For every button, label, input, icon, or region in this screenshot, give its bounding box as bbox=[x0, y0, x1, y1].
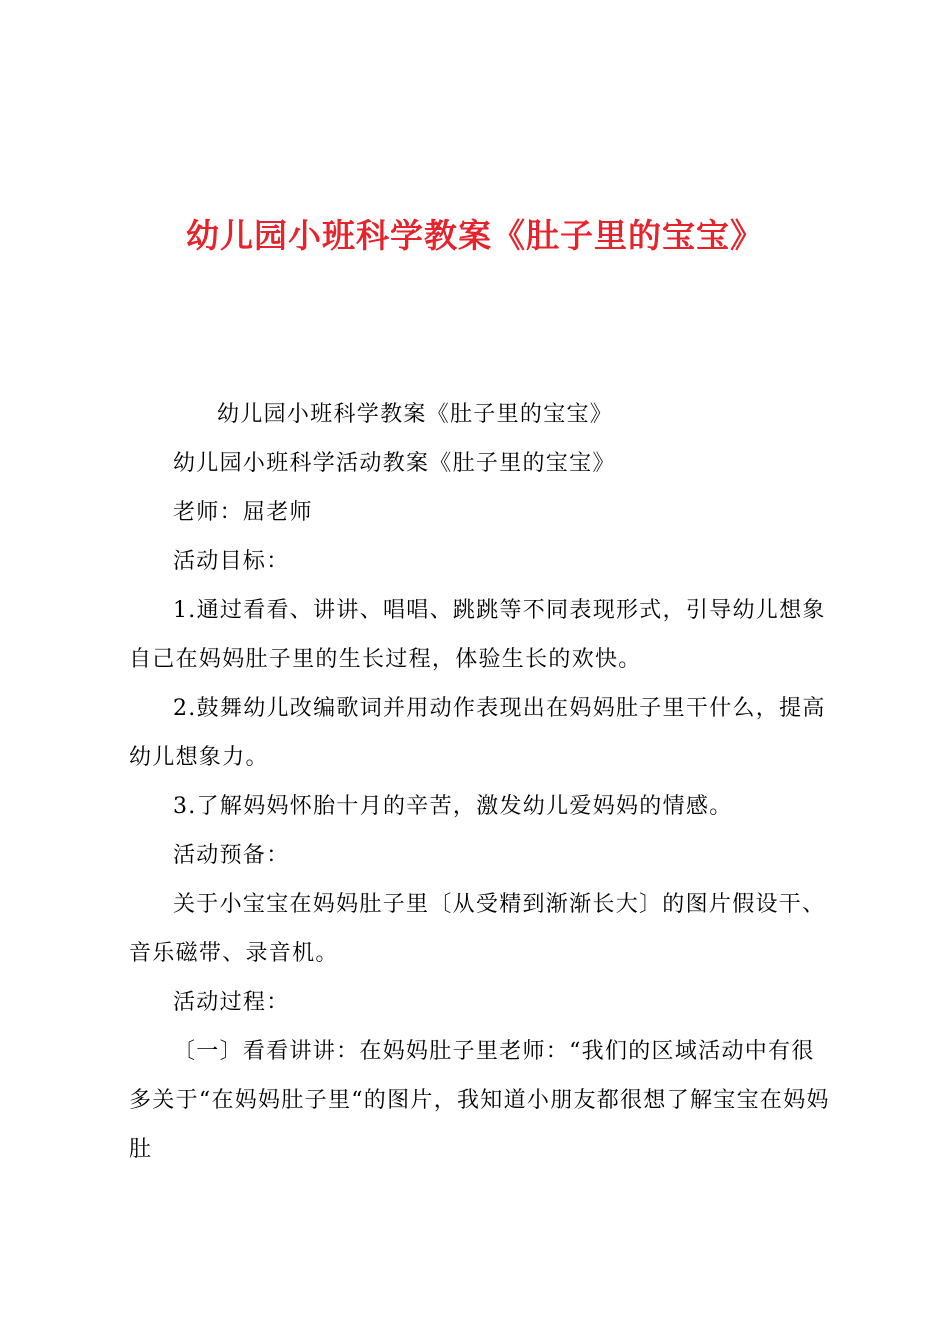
document-title: 幼儿园小班科学教案《肚子里的宝宝》 bbox=[186, 216, 764, 255]
paragraph-preparation: 关于小宝宝在妈妈肚子里〔从受精到渐渐长大〕的图片假设干、音乐磁带、录音机。 bbox=[129, 892, 826, 966]
paragraph-goal-2: 2.鼓舞幼儿改编歌词并用动作表现出在妈妈肚子里干什么，提高幼儿想象力。 bbox=[129, 696, 826, 770]
heading-activity-goals: 活动目标： bbox=[173, 549, 290, 574]
paragraph-teacher: 老师：屈老师 bbox=[173, 500, 313, 525]
document-body bbox=[129, 390, 831, 1174]
heading-activity-preparation: 活动预备： bbox=[173, 843, 290, 868]
paragraph-goal-3: 3.了解妈妈怀胎十月的辛苦，激发幼儿爱妈妈的情感。 bbox=[173, 794, 733, 819]
paragraph-activity-title: 幼儿园小班科学活动教案《肚子里的宝宝》 bbox=[173, 451, 616, 476]
paragraph-process-1: 〔一〕看看讲讲：在妈妈肚子里老师：“我们的区域活动中有很多关于“在妈妈肚子里“的图片，我知道小朋友都很想了解宝宝在妈妈肚 bbox=[129, 1039, 830, 1162]
heading-activity-process: 活动过程： bbox=[173, 990, 290, 1015]
paragraph-subtitle: 幼儿园小班科学教案《肚子里的宝宝》 bbox=[217, 402, 614, 427]
paragraph-goal-1: 1.通过看看、讲讲、唱唱、跳跳等不同表现形式，引导幼儿想象自己在妈妈肚子里的生长过程，体验生长的欢快。 bbox=[129, 598, 826, 672]
